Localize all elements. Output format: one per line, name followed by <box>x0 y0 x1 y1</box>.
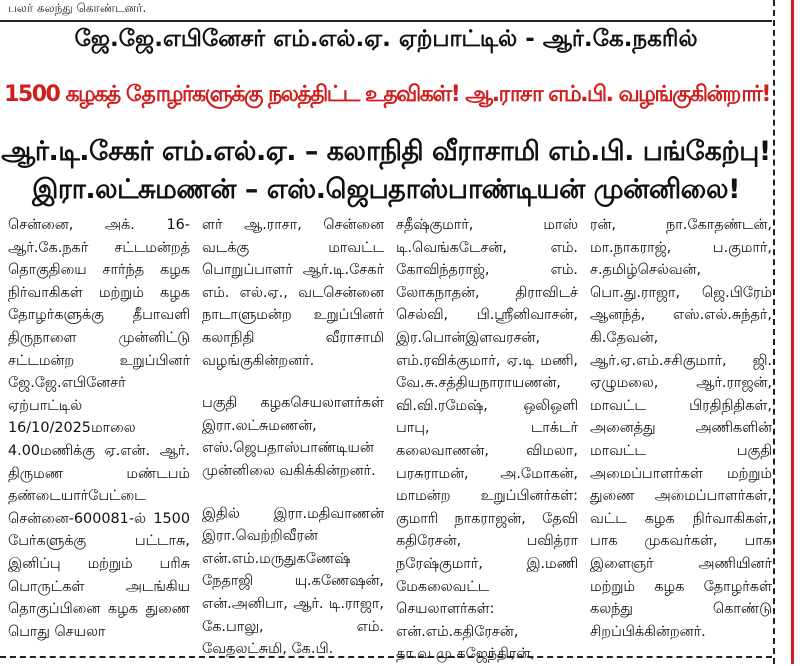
column-1-paragraph-1: சென்னை, அக். 16- ஆர்.கே.நகர் சட்டமன்றத் தொகுதியை சார்ந்த கழக நிர்வாகிகள் மற்றும் கழக தோழர்களுக்கு தீபாவளி திருநாளை முன்னிட்டு சட்டமன்ற உறுப்பினர் ஜே.ஜே.எபினேசர் ஏற்பாட்டில் 16/10/2025மாலை 4.00மணிக்கு ஏ.என். ஆர். திருமண மண்டபம் தண்டையார்பேட்டை சென்னை-600081-ல் 1500 பேர்களுக்கு பட்டாசு, இனிப்பு மற்றும் பரிசு பொருட்கள் அடங்கிய தொகுப்பினை கழக துணை பொது செயலா <box>8 217 190 640</box>
subheadline-1: ஆர்.டி.சேகர் எம்.எல்.ஏ. – கலாநிதி வீராசாமி எம்.பி. பங்கேற்பு! <box>1 136 771 167</box>
bottom-dashed-rule <box>0 656 772 658</box>
article-column-3 <box>396 214 578 663</box>
article-body <box>8 214 772 663</box>
column-2-paragraph-3: இதில் இரா.மதிவாணன் இரா.வெற்றிவீரன் என்.எம்.மருதுகணேஷ் நேதாஜி யு.கணேஷன், என்.அனிபா, ஆர். டி.ராஜா, கே.பாலு, எம். வேதலட்சுமி, கே.பி. <box>202 505 384 658</box>
column-2-paragraph-2: பகுதி கழகசெயலாளர்கள் இரா.லட்சுமணன், எஸ்.ஜெபதாஸ்பாண்டியன் முன்னிலை வகிக்கின்றனர். <box>202 395 384 479</box>
article-column-2 <box>202 214 384 658</box>
column-3-paragraph-1: சதீஷ்குமார், மாஸ் டி.வெங்கடேசன், எம். கோவிந்தராஜ், எம். லோகநாதன், திராவிடச் செல்வி, பி.ஸ்ரீனிவாசன், இர.பொன்இளவரசன், எம்.ரவிக்குமார், ஏ.டி மணி, வே.சு.சத்தியநாராயணன், வி.வி.ரமேஷ், ஒலிஒளி பாபு, டாக்டர் கலைவாணன், விமலா, பரசுராமன், அ.மோகன், மாமன்ற உறுப்பினர்கள்: குமாரி நாகராஜன், தேவி கதிரேசன், பவித்ரா நரேஷ்குமார், இ.மணி மேகலைவட்ட செயலாளர்கள்: என்.எம்.கதிரேசன், தா.வ.மு.கஜேந்திரன், <box>396 217 578 663</box>
kicker-line: ஜே.ஜே.எபினேசர் எம்.எல்.ஏ. ஏற்பாட்டில் - ஆர்.கே.நகரில் <box>74 26 698 52</box>
subheadline-2: இரா.லட்சுமணன் – எஸ்.ஜெபதாஸ்பாண்டியன் முன்னிலை! <box>32 174 740 205</box>
previous-article-text: பலர் கலந்து கொண்டனர். <box>8 1 147 15</box>
column-4-paragraph-1: ரன், நா.கோதண்டன், மா.நாகராஜ், ப.குமார், ச.தமிழ்செல்வன், பொ.து.ராஜா, ஜெ.பிரேம் ஆனந்த், எஸ்.எல்.சுந்தர், கி.தேவன், ஆர்.ஏ.எம்.சசிகுமார், ஜி. ஏழுமலை, ஆர்.ராஜன், மாவட்ட பிரதிநிதிகள், அனைத்து அணிகளின் மாவட்ட பகுதி அமைப்பாளர்கள் மற்றும் துணை அமைப்பாளர்கள், வட்ட கழக நிர்வாகிகள், பாக முகவர்கள், பாக இளைஞர் அணியினர் மற்றும் கழக தோழர்கள் கலந்து கொண்டு சிறப்பிக்கின்றனர். <box>590 217 772 640</box>
headline: 1500 கழகத் தோழர்களுக்கு நலத்திட்ட உதவிகள்! ஆ.ராசா எம்.பி. வழங்குகின்றார்! <box>4 82 770 107</box>
column-separator-dashed <box>773 0 775 664</box>
article-column-1 <box>8 214 190 654</box>
article-column-4 <box>590 214 772 654</box>
previous-article-fragment <box>0 0 772 22</box>
column-2-paragraph-1: ளர் ஆ.ராசா, சென்னை வடக்கு மாவட்ட பொறுப்பாளர் ஆர்.டி.சேகர் எம். எல்.ஏ., வடசென்னை நாடாளுமன்ற உறுப்பினர் கலாநிதி வீராசாமி வழங்குகின்றனர். <box>202 217 384 369</box>
red-border-edge <box>785 0 800 664</box>
